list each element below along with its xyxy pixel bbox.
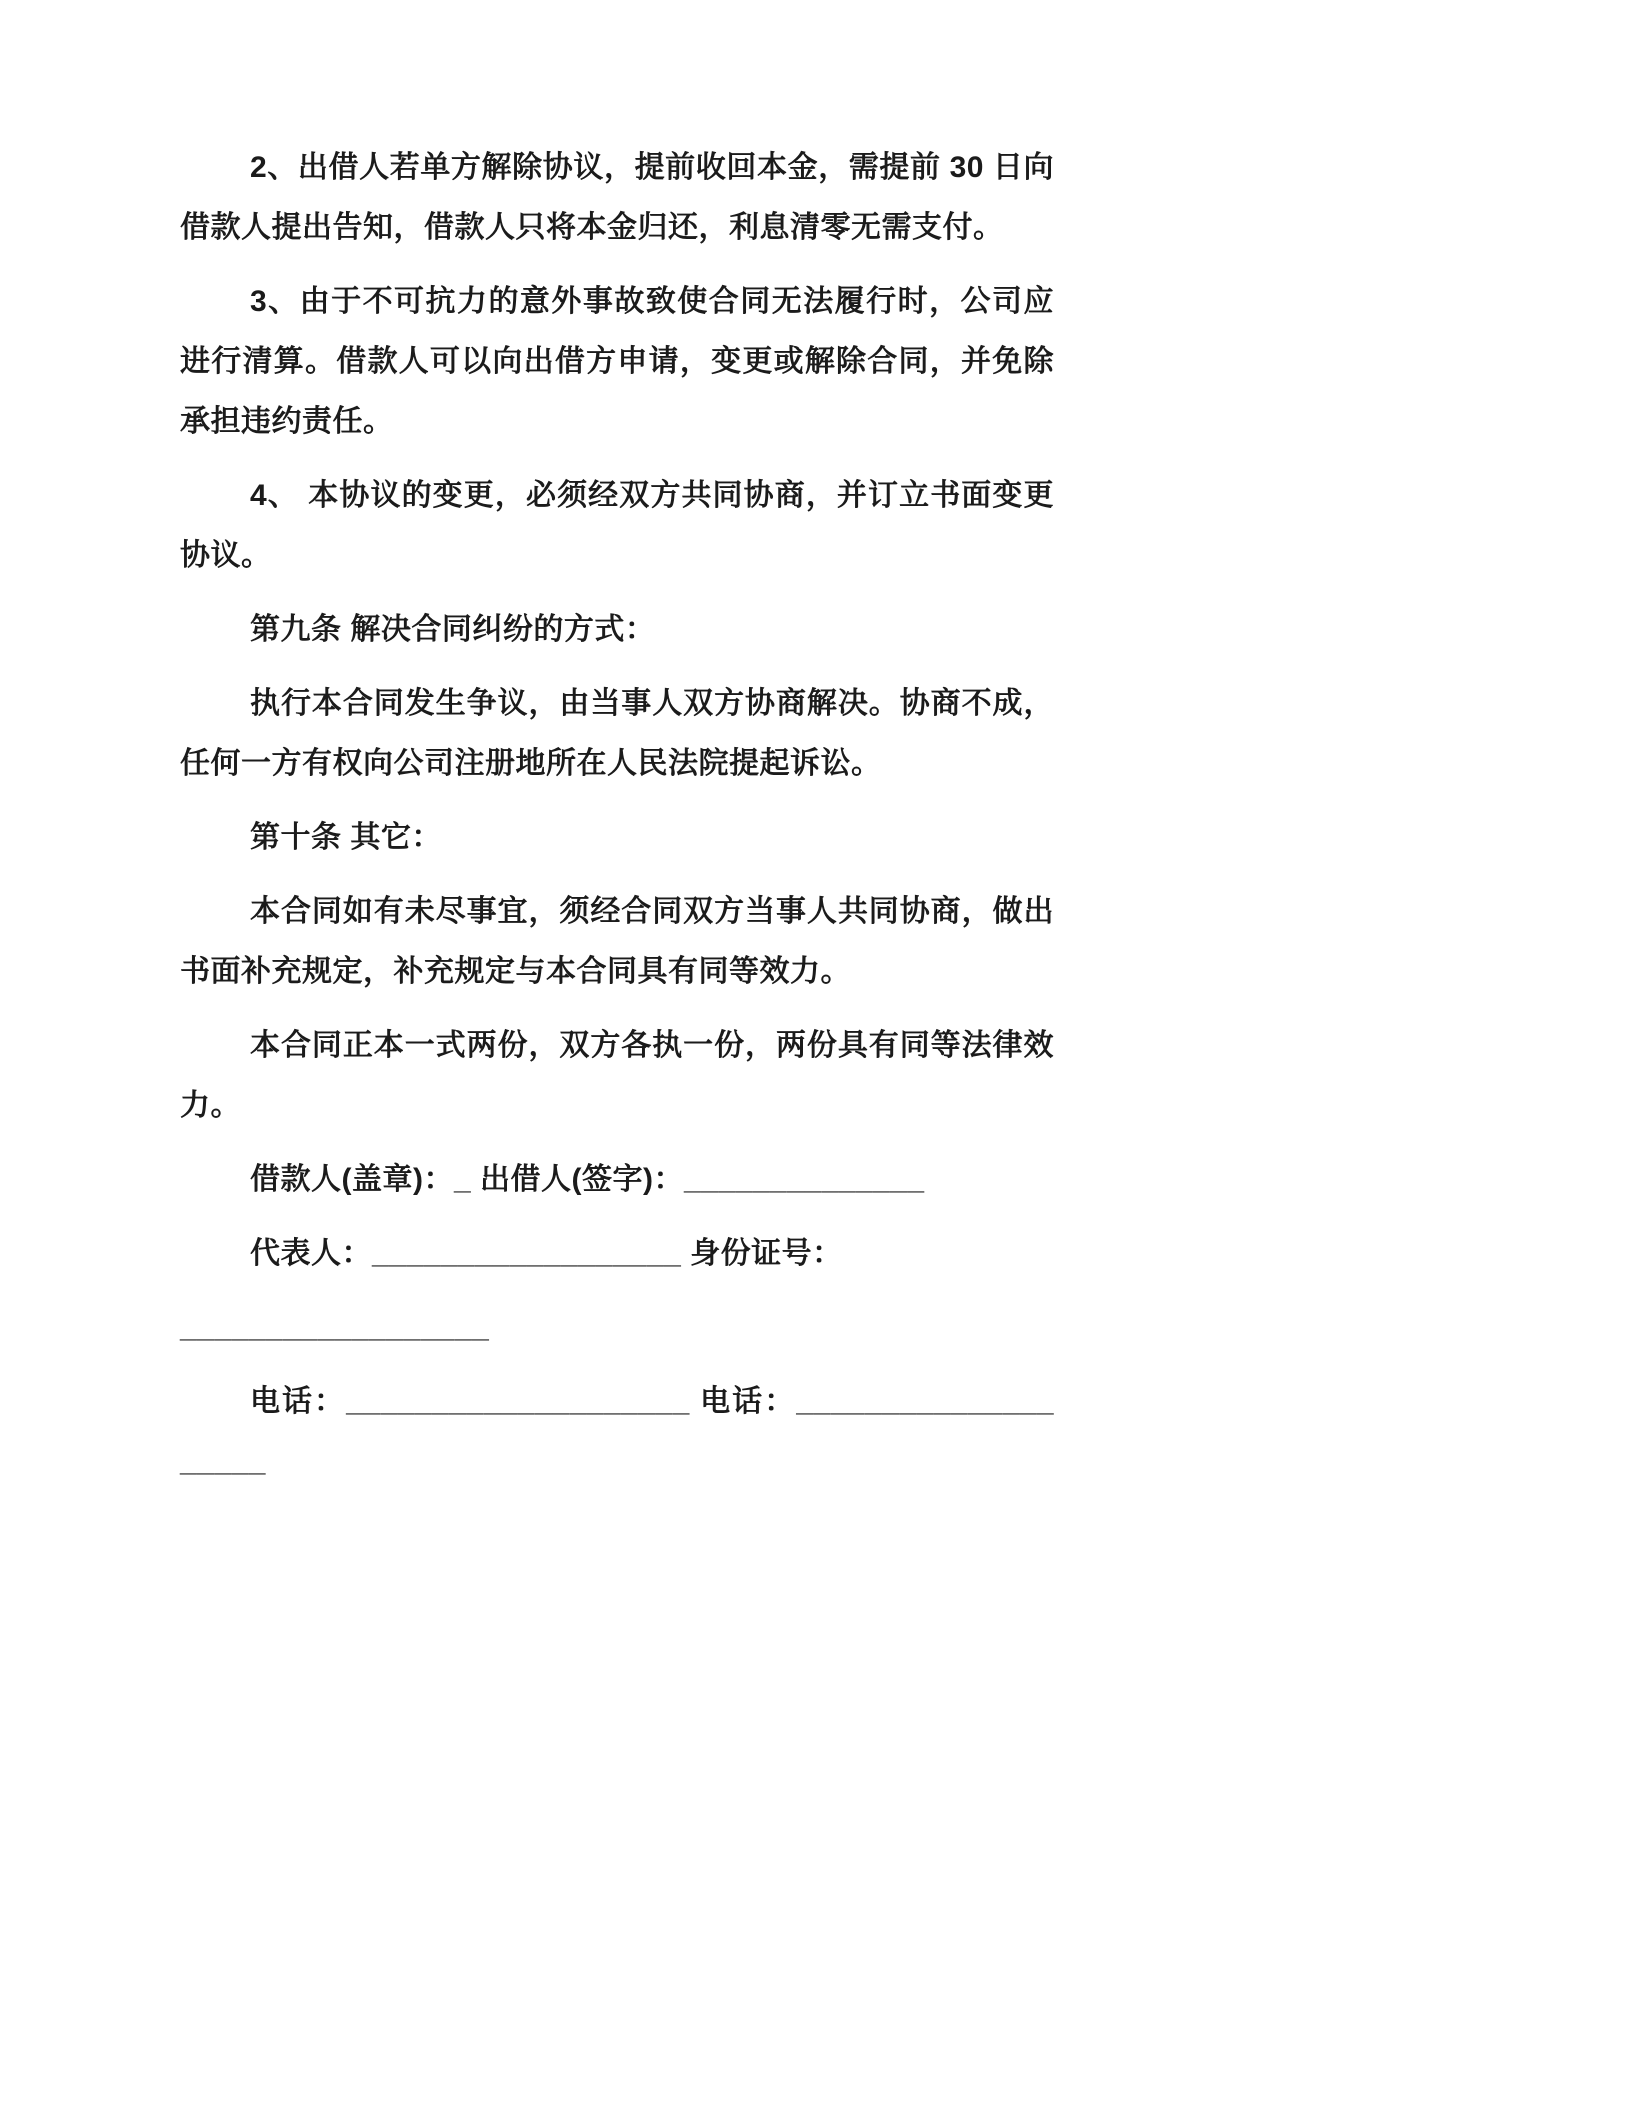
clause-4-amendment: 4、 本协议的变更，必须经双方共同协商，并订立书面变更协议。 bbox=[180, 479, 1054, 572]
clause-2-early-termination: 2、出借人若单方解除协议，提前收回本金，需提前 30 日向借款人提出告知，借款人只将本金归还，利息清零无需支付。 bbox=[180, 151, 1054, 244]
article-10-heading: 第十条 其它： bbox=[250, 821, 442, 854]
phone-numbers-line: 电话：____________________ 电话：____________________ bbox=[180, 1385, 1054, 1478]
article-9-heading: 第九条 解决合同纠纷的方式： bbox=[250, 613, 656, 646]
representative-id-line: 代表人：__________________ 身份证号： bbox=[250, 1237, 843, 1270]
duplicate-copies-clause: 本合同正本一式两份，双方各执一份，两份具有同等法律效力。 bbox=[180, 1029, 1054, 1122]
signature-line-borrower-lender: 借款人(盖章)：_ 出借人(签字)：______________ bbox=[250, 1163, 925, 1196]
id-number-blank-line: __________________ bbox=[180, 1311, 490, 1344]
clause-3-force-majeure: 3、由于不可抗力的意外事故致使合同无法履行时，公司应进行清算。借款人可以向出借方申请，变更或解除合同，并免除承担违约责任。 bbox=[180, 285, 1054, 438]
article-9-dispute-clause: 执行本合同发生争议，由当事人双方协商解决。协商不成，任何一方有权向公司注册地所在人民法院提起诉讼。 bbox=[180, 687, 1054, 780]
article-10-supplementary-clause: 本合同如有未尽事宜，须经合同双方当事人共同协商，做出书面补充规定，补充规定与本合同具有同等效力。 bbox=[180, 895, 1054, 988]
